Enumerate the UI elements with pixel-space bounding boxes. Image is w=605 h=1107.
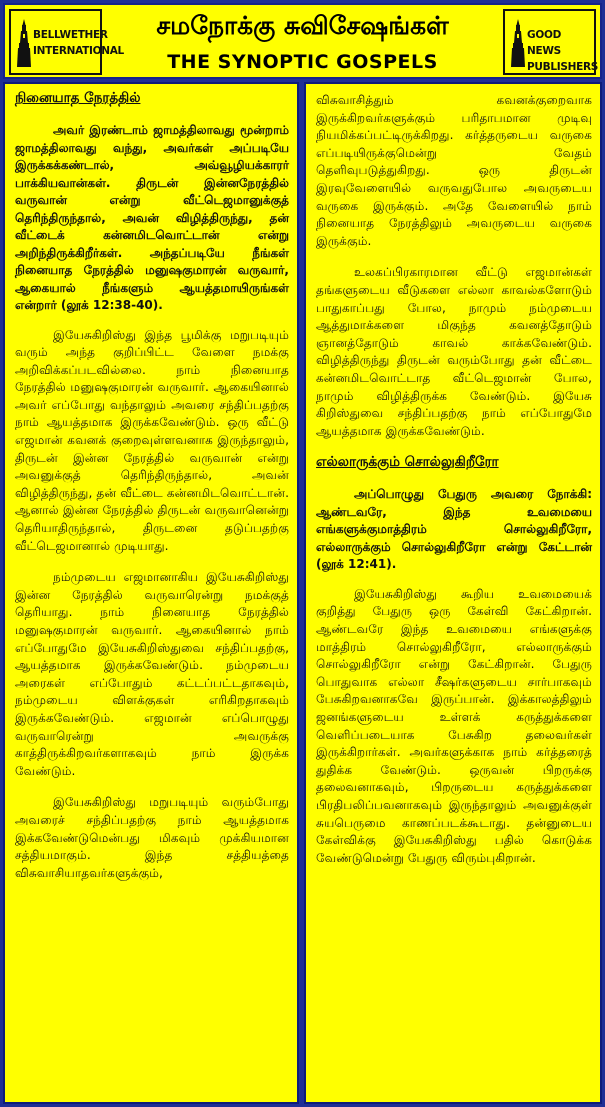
right-logo-line2: PUBLISHERS: [527, 61, 598, 73]
right-column: [304, 82, 602, 1104]
paragraph: விசுவாசித்தும் கவனக்குறைவாக இருக்கிறவர்களுக்கும் பரிதாபமான முடிவு நியமிக்கப்பட்டிருக்கிறது. கர்த்தருடைய வருகை எப்படியிருக்குமென்று வேதம் தெளிவுபடுத்துகிறது. ஒரு திருடன் இரவுவேளையில் வருவதுபோல அவருடைய வருகை இருக்கும். அதே வேளையில் நாம் நினையாத நேரத்திலும் அவருடைய வருகை இருக்கும்.: [316, 93, 592, 248]
right-logo-text: [527, 27, 598, 75]
left-logo-line1: BELLWETHER: [33, 29, 108, 41]
tower-icon: [17, 19, 31, 67]
bellwether-logo: [9, 9, 124, 75]
paragraph: உலகப்பிரகாரமான வீட்டு எஜமான்கள் தங்களுடைய வீடுகளை எல்லா காவல்களோடும் பாதுகாப்பது போல, நாமும் நம்முடைய ஆத்துமாக்களை மிகுந்த கவனத்தோடும் ஞானத்தோடும் காவல் காக்கவேண்டும். விழித்திருந்து திருடன் வரும்போது தன் வீட்டை கன்னமிடவொட்டாத வீட்டெஜமான் போல, நாமும் விழித்திருக்க வேண்டும். இயேசு கிறிஸ்துவை சந்திப்பதற்கு நாம் எப்போதுமே ஆயத்தமாக இருக்கவேண்டும்.: [316, 265, 592, 438]
page-title-tamil: சமநோக்கு சுவிசேஷங்கள்: [156, 11, 449, 40]
paragraph: இயேசுகிறிஸ்து மறுபடியும் வரும்போது அவரைச் சந்திப்பதற்கு நாம் ஆயத்தமாக இக்கவேண்டுமென்பது மிகவும் முக்கியமான சத்தியமாகும். இந்த சத்தியத்தை விசுவாசியாதவர்களுக்கும்,: [15, 795, 289, 880]
right-logo-line1: GOOD NEWS: [527, 29, 561, 57]
scripture-quote: அவர் இரண்டாம் ஜாமத்திலாவது மூன்றாம் ஜாமத்திலாவது வந்து, அவர்கள் அப்படியே இருக்கக்கண்டால், அவ்வூழியக்காரர் பாக்கியவான்கள். திருடன் இன்னநேரத்தில் வருவான் என்று வீட்டெஜமானுக்குத் தெரிந்திருந்தால், அவன் விழித்திருந்து, தன் வீட்டைக் கன்னமிடவொட்டான் என்று அறிந்திருக்கிறீர்கள். அந்தப்படியே நீங்கள் நினையாத நேரத்தில் மனுஷகுமாரன் வருவார், ஆகையால் நீங்களும் ஆயத்தமாயிருங்கள் என்றார் (லூக் 12:38-40).: [15, 123, 289, 312]
left-logo-text: [33, 27, 124, 59]
section-heading: நினையாத நேரத்தில்: [15, 90, 141, 106]
left-column: [3, 82, 299, 1104]
paragraph: இயேசுகிறிஸ்து கூறிய உவமையைக் குறித்து பேதுரு ஒரு கேள்வி கேட்கிறான். ஆண்டவரே இந்த உவமையை எங்களுக்கு மாத்திரம் சொல்லுகிறீரோ, எல்லாருக்கும் சொல்லுகிறீரோ என்று கேட்கிறான். பேதுரு பொதுவாக எல்லா சீஷர்களுடைய சார்பாகவும் பேசுகிறவனாகவே இருப்பான். இக்காலத்திலும் ஜனங்களுடைய உள்ளக் கருத்துக்களை வெளிப்படையாக பேசுகிற தலைவர்கள் இருக்கிறார்கள். அவர்களுக்காக நாம் கர்த்தரைத் துதிக்க வேண்டும். ஒருவன் பிறருக்கு தலைவனாகவும், பிறருடைய கருத்துக்களை பிரதிபலிப்பவனாகவும் இருந்தாலும் அவனுக்குள் சுயபெருமை காணப்படக்கூடாது. தன்னுடைய கேள்விக்கு இயேசுகிறிஸ்து பதில் கொடுக்க வேண்டுமென்று பேதுரு விரும்புகிறான்.: [316, 586, 592, 865]
good-news-logo: [503, 9, 596, 75]
page-title-english: THE SYNOPTIC GOSPELS: [167, 51, 438, 73]
section-heading: எல்லாருக்கும் சொல்லுகிறீரோ: [316, 454, 499, 471]
tower-icon: [511, 19, 525, 67]
scripture-quote: அப்பொழுது பேதுரு அவரை நோக்கி: ஆண்டவரே, இந்த உவமையை எங்களுக்குமாத்திரம் சொல்லுகிறீரோ, எல்லாருக்கும் சொல்லுகிறீரோ என்று கேட்டான் (லூக் 12:41).: [316, 487, 592, 572]
left-logo-line2: INTERNATIONAL: [33, 45, 124, 57]
header-banner: [3, 3, 602, 79]
paragraph: நம்முடைய எஜமானாகிய இயேசுகிறிஸ்து இன்ன நேரத்தில் வருவாரென்று நமக்குத் தெரியாது. நாம் நினையாத நேரத்தில் மனுஷகுமாரன் வருவார். ஆகையினால் நாம் எப்போதுமே இயேசுகிறிஸ்துவை சந்திப்பதற்கு, ஆயத்தமாக இருக்கவேண்டும். நம்முடைய அரைகள் எப்போதும் கட்டப்பட்டதாகவும், நம்முடைய விளக்குகள் எரிகிறதாகவும் இருக்கவேண்டும். எஜமான் எப்பொழுது வருவாரென்று அவருக்கு காத்திருக்கிறவர்களாகவும் நாம் இருக்க வேண்டும்.: [15, 570, 289, 778]
paragraph: இயேசுகிறிஸ்து இந்த பூமிக்கு மறுபடியும் வரும் அந்த குறிப்பிட்ட வேளை நமக்கு அறிவிக்கப்படவில்லை. நாம் நினையாத நேரத்தில் மனுஷகுமாரன் வருவார். ஆகையினால் அவர் எப்போது வந்தாலும் அவரை சந்திப்பதற்கு நாம் ஆயத்தமாக இருக்கவேண்டும். ஒரு வீட்டு எஜமான் கவனக் குறைவுள்ளவனாக இருந்தாலும், திருடன் இன்ன நேரத்தில் வருவான் என்று அவனுக்குத் தெரிந்திருந்தால், அவன் விழித்திருந்து, தன் வீட்டை கன்னமிடவொட்டான். ஆனால் இன்ன நேரத்தில் திருடன் வருவானென்று தெரியாதிருந்தால், திருடனை தடுப்பதற்கு வீட்டெஜமானால் முடியாது.: [15, 327, 289, 553]
